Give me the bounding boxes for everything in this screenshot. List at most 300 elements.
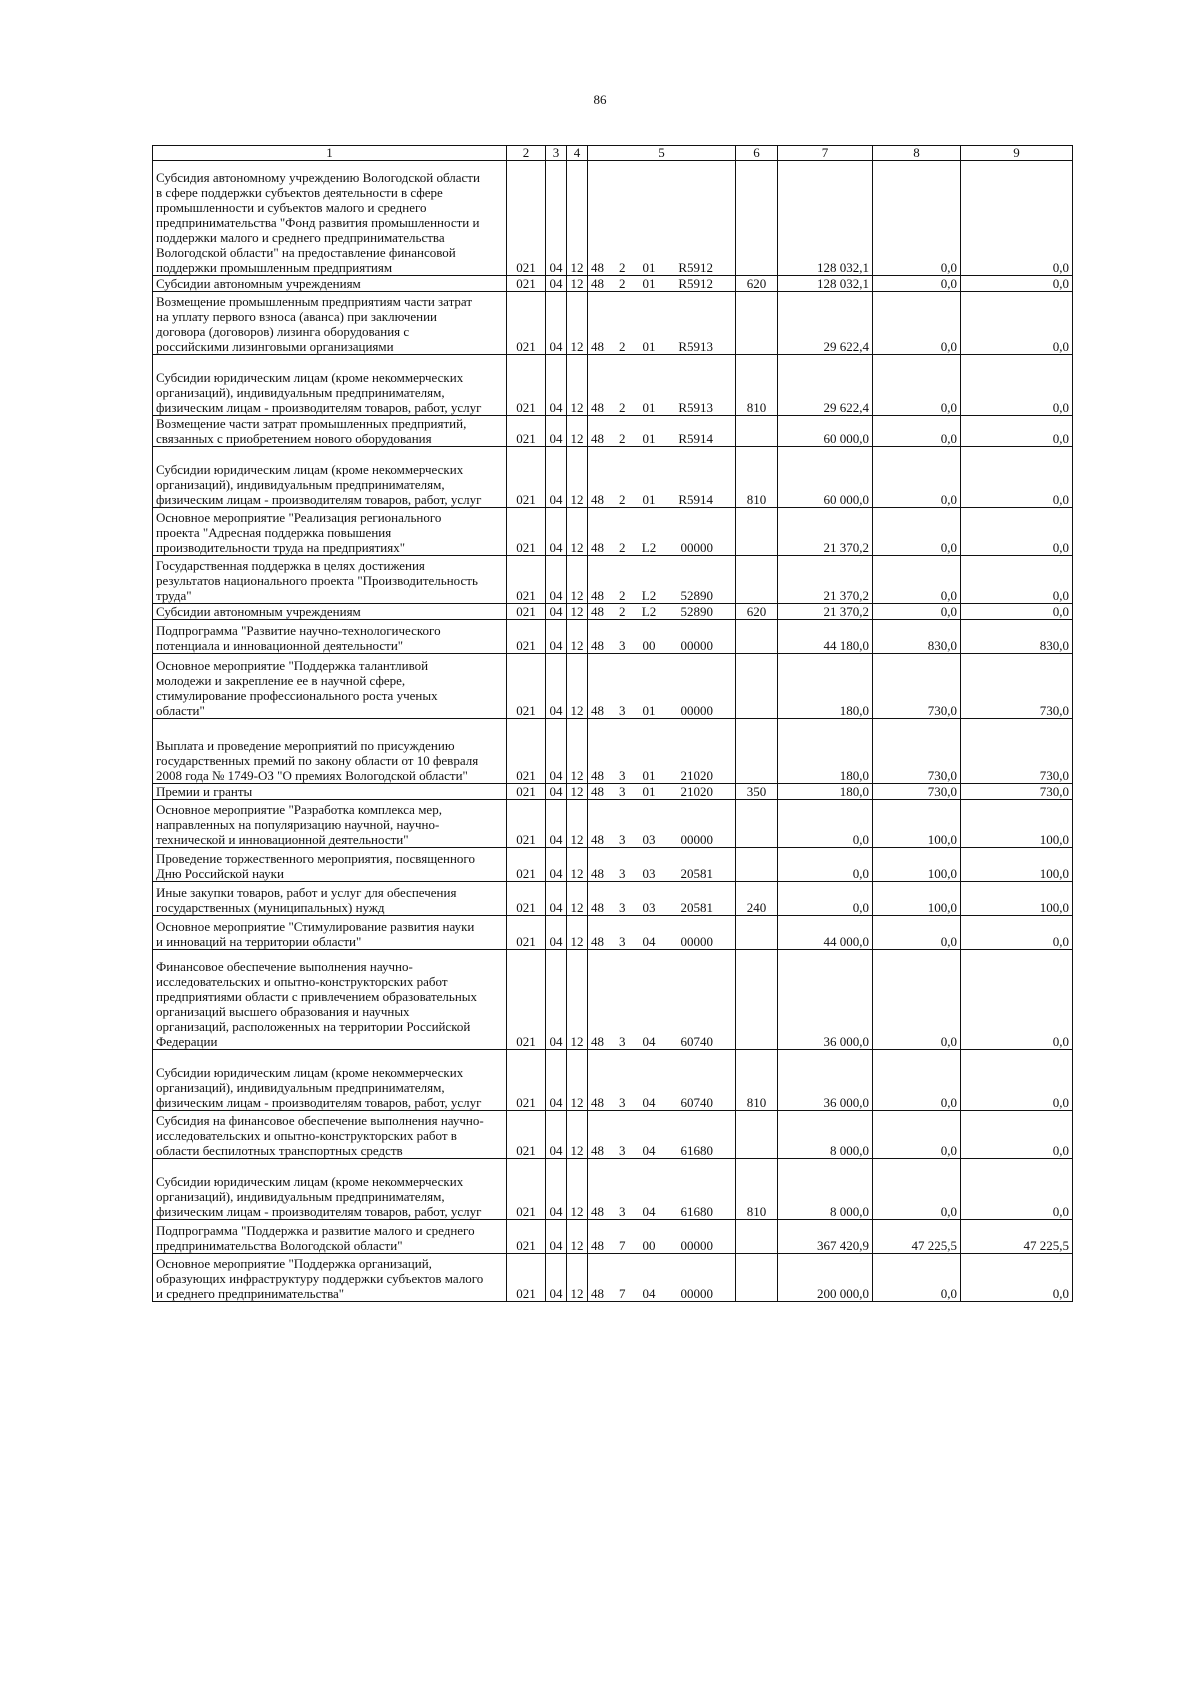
article-code-part: 3 <box>619 703 626 718</box>
article-code-part: 01 <box>642 703 656 718</box>
amount-col-9: 730,0 <box>961 784 1073 800</box>
section-code: 04 <box>546 276 567 292</box>
subsection-code: 12 <box>567 950 588 1050</box>
table-row <box>153 1254 1073 1302</box>
amount-col-8: 0,0 <box>873 447 961 508</box>
admin-code: 021 <box>507 447 546 508</box>
article-code-part: 2 <box>619 431 626 446</box>
article-code-part: 48 <box>591 260 604 275</box>
target-article-code <box>588 882 736 916</box>
section-code: 04 <box>546 848 567 882</box>
table-row <box>153 447 1073 508</box>
section-code: 04 <box>546 355 567 416</box>
admin-code: 021 <box>507 604 546 620</box>
article-code-part: 2 <box>619 492 626 507</box>
target-article-code <box>588 1050 736 1111</box>
amount-col-8: 730,0 <box>873 719 961 784</box>
subsection-code: 12 <box>567 916 588 950</box>
article-code-part: 48 <box>591 276 604 291</box>
amount-col-9: 830,0 <box>961 620 1073 654</box>
row-description: Субсидии юридическим лицам (кроме некоммерческих организаций), индивидуальным предпринимателям, физическим лицам - производителям товаров, работ, услуг <box>153 1159 507 1220</box>
admin-code: 021 <box>507 416 546 447</box>
expense-type-code: 810 <box>736 1159 778 1220</box>
article-code-part: 60740 <box>680 1034 713 1049</box>
amount-col-9: 0,0 <box>961 916 1073 950</box>
amount-col-8: 100,0 <box>873 800 961 848</box>
expense-type-code: 620 <box>736 604 778 620</box>
amount-col-9: 0,0 <box>961 1111 1073 1159</box>
target-article-code <box>588 508 736 556</box>
target-article-code <box>588 556 736 604</box>
subsection-code: 12 <box>567 800 588 848</box>
article-code-part: 48 <box>591 1238 604 1253</box>
expense-type-code <box>736 416 778 447</box>
row-description: Государственная поддержка в целях достижения результатов национального проекта "Производительность труда" <box>153 556 507 604</box>
section-code: 04 <box>546 1159 567 1220</box>
admin-code: 021 <box>507 620 546 654</box>
amount-col-9: 100,0 <box>961 882 1073 916</box>
table-row <box>153 848 1073 882</box>
amount-col-7: 44 180,0 <box>778 620 873 654</box>
subsection-code: 12 <box>567 276 588 292</box>
expense-type-code <box>736 556 778 604</box>
expense-type-code <box>736 950 778 1050</box>
row-description: Подпрограмма "Поддержка и развитие малого и среднего предпринимательства Вологодской области" <box>153 1220 507 1254</box>
article-code-part: 20581 <box>680 900 713 915</box>
row-description: Основное мероприятие "Разработка комплекса мер, направленных на популяризацию научной, научно- технической и инновационной деятельности" <box>153 800 507 848</box>
subsection-code: 12 <box>567 882 588 916</box>
article-code-part: 3 <box>619 638 626 653</box>
table-row <box>153 161 1073 276</box>
target-article-code <box>588 1111 736 1159</box>
article-code-part: L2 <box>641 588 657 603</box>
section-code: 04 <box>546 654 567 719</box>
target-article-code <box>588 916 736 950</box>
amount-col-9: 0,0 <box>961 1254 1073 1302</box>
article-code-part: 04 <box>642 1095 656 1110</box>
admin-code: 021 <box>507 556 546 604</box>
page-number: 86 <box>593 92 607 107</box>
header-cell: 5 <box>588 146 736 161</box>
subsection-code: 12 <box>567 1254 588 1302</box>
admin-code: 021 <box>507 508 546 556</box>
target-article-code <box>588 950 736 1050</box>
target-article-code <box>588 784 736 800</box>
amount-col-9: 0,0 <box>961 355 1073 416</box>
row-description: Иные закупки товаров, работ и услуг для обеспечения государственных (муниципальных) нужд <box>153 882 507 916</box>
section-code: 04 <box>546 161 567 276</box>
amount-col-9: 0,0 <box>961 416 1073 447</box>
row-description: Премии и гранты <box>153 784 507 800</box>
expense-type-code <box>736 1254 778 1302</box>
table-row <box>153 355 1073 416</box>
row-description: Субсидия на финансовое обеспечение выполнения научно- исследовательских и опытно-конструкторских работ в области беспилотных транспортных средств <box>153 1111 507 1159</box>
header-cell: 3 <box>546 146 567 161</box>
subsection-code: 12 <box>567 161 588 276</box>
article-code-part: 48 <box>591 339 604 354</box>
article-code-part: 48 <box>591 832 604 847</box>
amount-col-8: 47 225,5 <box>873 1220 961 1254</box>
amount-col-9: 100,0 <box>961 800 1073 848</box>
article-code-part: 03 <box>642 866 656 881</box>
article-code-part: 03 <box>642 900 656 915</box>
subsection-code: 12 <box>567 1111 588 1159</box>
subsection-code: 12 <box>567 355 588 416</box>
header-cell: 2 <box>507 146 546 161</box>
article-code-part: 48 <box>591 400 604 415</box>
article-code-part: R5914 <box>678 492 713 507</box>
amount-col-7: 29 622,4 <box>778 355 873 416</box>
admin-code: 021 <box>507 784 546 800</box>
article-code-part: 01 <box>642 276 656 291</box>
article-code-part: 7 <box>619 1286 626 1301</box>
amount-col-8: 0,0 <box>873 1254 961 1302</box>
amount-col-8: 0,0 <box>873 1050 961 1111</box>
section-code: 04 <box>546 784 567 800</box>
article-code-part: 21020 <box>680 768 713 783</box>
amount-col-7: 36 000,0 <box>778 950 873 1050</box>
amount-col-9: 730,0 <box>961 719 1073 784</box>
target-article-code <box>588 1220 736 1254</box>
header-cell: 1 <box>153 146 507 161</box>
amount-col-7: 367 420,9 <box>778 1220 873 1254</box>
expense-type-code <box>736 916 778 950</box>
amount-col-7: 60 000,0 <box>778 416 873 447</box>
article-code-part: 60740 <box>680 1095 713 1110</box>
article-code-part: 21020 <box>680 784 713 799</box>
amount-col-7: 0,0 <box>778 882 873 916</box>
amount-col-7: 8 000,0 <box>778 1159 873 1220</box>
amount-col-7: 21 370,2 <box>778 508 873 556</box>
section-code: 04 <box>546 1220 567 1254</box>
article-code-part: 3 <box>619 1095 626 1110</box>
table-row <box>153 950 1073 1050</box>
article-code-part: 00000 <box>680 1286 713 1301</box>
article-code-part: 48 <box>591 1204 604 1219</box>
article-code-part: 3 <box>619 832 626 847</box>
admin-code: 021 <box>507 1254 546 1302</box>
amount-col-9: 0,0 <box>961 950 1073 1050</box>
article-code-part: 01 <box>642 431 656 446</box>
admin-code: 021 <box>507 848 546 882</box>
article-code-part: 48 <box>591 431 604 446</box>
amount-col-9: 730,0 <box>961 654 1073 719</box>
target-article-code <box>588 276 736 292</box>
amount-col-8: 100,0 <box>873 882 961 916</box>
subsection-code: 12 <box>567 604 588 620</box>
admin-code: 021 <box>507 292 546 355</box>
header-row <box>153 146 1073 161</box>
admin-code: 021 <box>507 1159 546 1220</box>
article-code-part: 2 <box>619 540 626 555</box>
amount-col-9: 0,0 <box>961 1050 1073 1111</box>
amount-col-9: 47 225,5 <box>961 1220 1073 1254</box>
article-code-part: 52890 <box>680 604 713 619</box>
target-article-code <box>588 1254 736 1302</box>
table-row <box>153 416 1073 447</box>
article-code-part: 00 <box>642 1238 656 1253</box>
target-article-code <box>588 800 736 848</box>
article-code-part: 2 <box>619 276 626 291</box>
article-code-part: 3 <box>619 1034 626 1049</box>
article-code-part: 00 <box>642 638 656 653</box>
table-row <box>153 719 1073 784</box>
expense-type-code <box>736 1111 778 1159</box>
admin-code: 021 <box>507 882 546 916</box>
article-code-part: 3 <box>619 934 626 949</box>
article-code-part: 01 <box>642 784 656 799</box>
target-article-code <box>588 447 736 508</box>
expense-type-code <box>736 848 778 882</box>
article-code-part: 48 <box>591 784 604 799</box>
amount-col-8: 730,0 <box>873 784 961 800</box>
amount-col-8: 830,0 <box>873 620 961 654</box>
expense-type-code: 810 <box>736 1050 778 1111</box>
section-code: 04 <box>546 719 567 784</box>
row-description: Подпрограмма "Развитие научно-технологического потенциала и инновационной деятельности" <box>153 620 507 654</box>
section-code: 04 <box>546 508 567 556</box>
amount-col-7: 200 000,0 <box>778 1254 873 1302</box>
article-code-part: 00000 <box>680 540 713 555</box>
article-code-part: R5912 <box>678 276 713 291</box>
row-description: Основное мероприятие "Поддержка талантливой молодежи и закрепление ее в научной сфере, стимулирование профессионального роста ученых области" <box>153 654 507 719</box>
amount-col-8: 730,0 <box>873 654 961 719</box>
amount-col-8: 0,0 <box>873 916 961 950</box>
article-code-part: 04 <box>642 1034 656 1049</box>
amount-col-7: 21 370,2 <box>778 556 873 604</box>
amount-col-7: 180,0 <box>778 784 873 800</box>
header-cell: 6 <box>736 146 778 161</box>
table-row <box>153 292 1073 355</box>
row-description: Основное мероприятие "Стимулирование развития науки и инноваций на территории области" <box>153 916 507 950</box>
amount-col-7: 44 000,0 <box>778 916 873 950</box>
section-code: 04 <box>546 950 567 1050</box>
expense-type-code: 350 <box>736 784 778 800</box>
amount-col-9: 0,0 <box>961 292 1073 355</box>
amount-col-8: 0,0 <box>873 416 961 447</box>
row-description: Субсидии автономным учреждениям <box>153 276 507 292</box>
article-code-part: R5912 <box>678 260 713 275</box>
amount-col-9: 0,0 <box>961 161 1073 276</box>
article-code-part: 04 <box>642 1286 656 1301</box>
amount-col-8: 0,0 <box>873 276 961 292</box>
amount-col-8: 0,0 <box>873 292 961 355</box>
article-code-part: 48 <box>591 540 604 555</box>
article-code-part: 04 <box>642 1143 656 1158</box>
table-row <box>153 604 1073 620</box>
amount-col-9: 0,0 <box>961 508 1073 556</box>
article-code-part: 48 <box>591 768 604 783</box>
expense-type-code <box>736 292 778 355</box>
article-code-part: 01 <box>642 400 656 415</box>
article-code-part: R5913 <box>678 339 713 354</box>
article-code-part: 01 <box>642 768 656 783</box>
row-description: Проведение торжественного мероприятия, посвященного Дню Российской науки <box>153 848 507 882</box>
section-code: 04 <box>546 882 567 916</box>
subsection-code: 12 <box>567 1050 588 1111</box>
amount-col-9: 0,0 <box>961 447 1073 508</box>
amount-col-7: 0,0 <box>778 800 873 848</box>
section-code: 04 <box>546 1254 567 1302</box>
amount-col-7: 36 000,0 <box>778 1050 873 1111</box>
article-code-part: 3 <box>619 1143 626 1158</box>
target-article-code <box>588 719 736 784</box>
admin-code: 021 <box>507 276 546 292</box>
expense-type-code <box>736 161 778 276</box>
article-code-part: R5913 <box>678 400 713 415</box>
amount-col-8: 0,0 <box>873 161 961 276</box>
article-code-part: 3 <box>619 900 626 915</box>
subsection-code: 12 <box>567 292 588 355</box>
header-cell: 4 <box>567 146 588 161</box>
amount-col-9: 0,0 <box>961 604 1073 620</box>
table-row <box>153 508 1073 556</box>
section-code: 04 <box>546 447 567 508</box>
amount-col-7: 29 622,4 <box>778 292 873 355</box>
article-code-part: 2 <box>619 604 626 619</box>
amount-col-9: 0,0 <box>961 556 1073 604</box>
table-row <box>153 1220 1073 1254</box>
article-code-part: 3 <box>619 866 626 881</box>
article-code-part: L2 <box>641 540 657 555</box>
article-code-part: 2 <box>619 339 626 354</box>
budget-table <box>152 145 1073 1302</box>
amount-col-9: 0,0 <box>961 276 1073 292</box>
section-code: 04 <box>546 620 567 654</box>
article-code-part: 7 <box>619 1238 626 1253</box>
article-code-part: 2 <box>619 400 626 415</box>
article-code-part: R5914 <box>678 431 713 446</box>
admin-code: 021 <box>507 719 546 784</box>
subsection-code: 12 <box>567 848 588 882</box>
section-code: 04 <box>546 292 567 355</box>
section-code: 04 <box>546 1050 567 1111</box>
article-code-part: 00000 <box>680 832 713 847</box>
amount-col-8: 0,0 <box>873 355 961 416</box>
section-code: 04 <box>546 604 567 620</box>
expense-type-code <box>736 508 778 556</box>
article-code-part: 3 <box>619 1204 626 1219</box>
expense-type-code: 810 <box>736 355 778 416</box>
admin-code: 021 <box>507 1111 546 1159</box>
subsection-code: 12 <box>567 719 588 784</box>
expense-type-code <box>736 800 778 848</box>
row-description: Возмещение части затрат промышленных предприятий, связанных с приобретением нового оборудования <box>153 416 507 447</box>
article-code-part: 61680 <box>680 1143 713 1158</box>
expense-type-code: 810 <box>736 447 778 508</box>
amount-col-7: 180,0 <box>778 719 873 784</box>
amount-col-7: 0,0 <box>778 848 873 882</box>
target-article-code <box>588 604 736 620</box>
expense-type-code <box>736 719 778 784</box>
subsection-code: 12 <box>567 556 588 604</box>
article-code-part: 48 <box>591 1034 604 1049</box>
target-article-code <box>588 620 736 654</box>
table-row <box>153 620 1073 654</box>
table-row <box>153 784 1073 800</box>
article-code-part: 48 <box>591 604 604 619</box>
expense-type-code <box>736 654 778 719</box>
article-code-part: 3 <box>619 784 626 799</box>
amount-col-7: 8 000,0 <box>778 1111 873 1159</box>
row-description: Субсидии юридическим лицам (кроме некоммерческих организаций), индивидуальным предпринимателям, физическим лицам - производителям товаров, работ, услуг <box>153 1050 507 1111</box>
section-code: 04 <box>546 556 567 604</box>
article-code-part: 48 <box>591 703 604 718</box>
article-code-part: 04 <box>642 934 656 949</box>
subsection-code: 12 <box>567 784 588 800</box>
amount-col-7: 128 032,1 <box>778 276 873 292</box>
header-cell: 7 <box>778 146 873 161</box>
row-description: Основное мероприятие "Поддержка организаций, образующих инфраструктуру поддержки субъектов малого и среднего предпринимательства" <box>153 1254 507 1302</box>
article-code-part: 01 <box>642 339 656 354</box>
table-body <box>153 161 1073 1302</box>
article-code-part: 00000 <box>680 934 713 949</box>
amount-col-8: 0,0 <box>873 604 961 620</box>
subsection-code: 12 <box>567 1220 588 1254</box>
table-row <box>153 654 1073 719</box>
expense-type-code <box>736 1220 778 1254</box>
row-description: Субсидии юридическим лицам (кроме некоммерческих организаций), индивидуальным предпринимателям, физическим лицам - производителям товаров, работ, услуг <box>153 447 507 508</box>
article-code-part: 03 <box>642 832 656 847</box>
admin-code: 021 <box>507 916 546 950</box>
table-row <box>153 1159 1073 1220</box>
article-code-part: 61680 <box>680 1204 713 1219</box>
amount-col-9: 0,0 <box>961 1159 1073 1220</box>
amount-col-7: 60 000,0 <box>778 447 873 508</box>
target-article-code <box>588 848 736 882</box>
admin-code: 021 <box>507 1220 546 1254</box>
article-code-part: 48 <box>591 638 604 653</box>
article-code-part: 2 <box>619 588 626 603</box>
target-article-code <box>588 1159 736 1220</box>
amount-col-8: 100,0 <box>873 848 961 882</box>
article-code-part: 20581 <box>680 866 713 881</box>
subsection-code: 12 <box>567 508 588 556</box>
table-row <box>153 800 1073 848</box>
admin-code: 021 <box>507 161 546 276</box>
amount-col-8: 0,0 <box>873 508 961 556</box>
amount-col-7: 21 370,2 <box>778 604 873 620</box>
article-code-part: 00000 <box>680 703 713 718</box>
expense-type-code: 620 <box>736 276 778 292</box>
section-code: 04 <box>546 416 567 447</box>
article-code-part: 52890 <box>680 588 713 603</box>
row-description: Субсидия автономному учреждению Вологодской области в сфере поддержки субъектов деятельности в сфере промышленности и субъектов малого и среднего предпринимательства "Фонд развития промышленности и поддержки малого и среднего предпринимательства Вологодской области" на предоставление финансовой поддержки промышленным предприятиям <box>153 161 507 276</box>
expense-type-code <box>736 620 778 654</box>
subsection-code: 12 <box>567 416 588 447</box>
article-code-part: 48 <box>591 900 604 915</box>
article-code-part: 48 <box>591 492 604 507</box>
article-code-part: 48 <box>591 588 604 603</box>
admin-code: 021 <box>507 950 546 1050</box>
target-article-code <box>588 355 736 416</box>
row-description: Субсидии юридическим лицам (кроме некоммерческих организаций), индивидуальным предпринимателям, физическим лицам - производителям товаров, работ, услуг <box>153 355 507 416</box>
table-row <box>153 882 1073 916</box>
header-cell: 8 <box>873 146 961 161</box>
admin-code: 021 <box>507 355 546 416</box>
article-code-part: 00000 <box>680 638 713 653</box>
amount-col-7: 128 032,1 <box>778 161 873 276</box>
amount-col-7: 180,0 <box>778 654 873 719</box>
admin-code: 021 <box>507 800 546 848</box>
article-code-part: 2 <box>619 260 626 275</box>
row-description: Финансовое обеспечение выполнения научно- исследовательских и опытно-конструкторских работ предприятиями области с привлечением образовательных организаций высшего образования и научных организаций, расположенных на территории Российской Федерации <box>153 950 507 1050</box>
table-row <box>153 916 1073 950</box>
amount-col-8: 0,0 <box>873 1111 961 1159</box>
article-code-part: 01 <box>642 260 656 275</box>
subsection-code: 12 <box>567 1159 588 1220</box>
article-code-part: 01 <box>642 492 656 507</box>
